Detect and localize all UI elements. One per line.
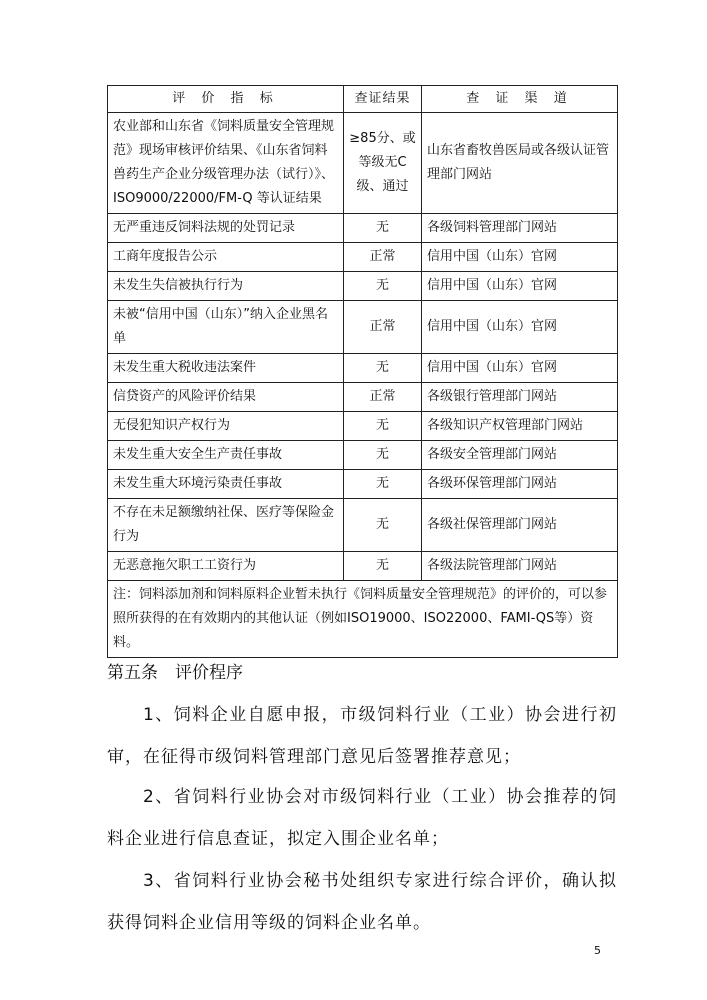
indicator-cell: 未发生重大税收违法案件 <box>108 354 344 383</box>
result-cell: 无 <box>344 470 422 499</box>
table-row <box>108 383 618 412</box>
procedure-paragraph-1: 1、饲料企业自愿申报，市级饲料行业（工业）协会进行初审，在征得市级饲料管理部门意见后签署推荐意见； <box>107 705 617 767</box>
indicator-cell: 未发生失信被执行行为 <box>108 272 344 301</box>
header-indicator: 评 价 指 标 <box>108 86 344 113</box>
section-heading: 第五条 评价程序 <box>107 663 243 683</box>
table-header-row <box>108 86 618 113</box>
indicator-cell: 无严重违反饲料法规的处罚记录 <box>108 214 344 243</box>
channel-cell: 各级法院管理部门网站 <box>422 552 618 581</box>
table-row <box>108 243 618 272</box>
channel-cell: 信用中国（山东）官网 <box>422 272 618 301</box>
channel-cell: 信用中国（山东）官网 <box>422 354 618 383</box>
indicator-cell: 无恶意拖欠职工工资行为 <box>108 552 344 581</box>
result-cell: ≥85分、或等级无C级、通过 <box>344 113 422 214</box>
table-note: 注：饲料添加剂和饲料原料企业暂未执行《饲料质量安全管理规范》的评价的，可以参照所获得的在有效期内的其他认证（例如ISO19000、ISO22000、FAMI-QS等）资料。 <box>108 581 618 658</box>
indicator-cell: 农业部和山东省《饲料质量安全管理规范》现场审核评价结果、《山东省饲料兽药生产企业分级管理办法（试行）》、ISO9000/22000/FM-Q 等认证结果 <box>108 113 344 214</box>
table-row <box>108 441 618 470</box>
table-note-row <box>108 581 618 658</box>
result-cell: 正常 <box>344 301 422 354</box>
table-row <box>108 214 618 243</box>
indicator-cell: 工商年度报告公示 <box>108 243 344 272</box>
header-result: 查证结果 <box>344 86 422 113</box>
channel-cell: 各级饲料管理部门网站 <box>422 214 618 243</box>
table-row <box>108 412 618 441</box>
indicator-cell: 不存在未足额缴纳社保、医疗等保险金行为 <box>108 499 344 552</box>
procedure-paragraph-3: 3、省饲料行业协会秘书处组织专家进行综合评价，确认拟获得饲料企业信用等级的饲料企业名单。 <box>107 871 617 933</box>
result-cell: 正常 <box>344 383 422 412</box>
channel-cell: 各级环保管理部门网站 <box>422 470 618 499</box>
result-cell: 无 <box>344 441 422 470</box>
table-row <box>108 272 618 301</box>
table-row <box>108 499 618 552</box>
table-row <box>108 552 618 581</box>
channel-cell: 各级银行管理部门网站 <box>422 383 618 412</box>
result-cell: 无 <box>344 272 422 301</box>
channel-cell: 信用中国（山东）官网 <box>422 243 618 272</box>
result-cell: 无 <box>344 354 422 383</box>
indicator-cell: 未发生重大安全生产责任事故 <box>108 441 344 470</box>
result-cell: 无 <box>344 214 422 243</box>
table-row <box>108 301 618 354</box>
indicator-cell: 未发生重大环境污染责任事故 <box>108 470 344 499</box>
procedure-paragraph-2: 2、省饲料行业协会对市级饲料行业（工业）协会推荐的饲料企业进行信息查证，拟定入围企业名单； <box>107 787 617 849</box>
channel-cell: 各级安全管理部门网站 <box>422 441 618 470</box>
table-row <box>108 470 618 499</box>
evaluation-table <box>107 85 618 658</box>
result-cell: 无 <box>344 412 422 441</box>
channel-cell: 各级知识产权管理部门网站 <box>422 412 618 441</box>
indicator-cell: 未被“信用中国（山东）”纳入企业黑名单 <box>108 301 344 354</box>
result-cell: 无 <box>344 552 422 581</box>
indicator-cell: 无侵犯知识产权行为 <box>108 412 344 441</box>
channel-cell: 山东省畜牧兽医局或各级认证管理部门网站 <box>422 113 618 214</box>
channel-cell: 各级社保管理部门网站 <box>422 499 618 552</box>
result-cell: 无 <box>344 499 422 552</box>
table-row <box>108 354 618 383</box>
page-number: 5 <box>594 944 601 957</box>
header-channel: 查 证 渠 道 <box>422 86 618 113</box>
result-cell: 正常 <box>344 243 422 272</box>
channel-cell: 信用中国（山东）官网 <box>422 301 618 354</box>
table-row <box>108 113 618 214</box>
indicator-cell: 信贷资产的风险评价结果 <box>108 383 344 412</box>
